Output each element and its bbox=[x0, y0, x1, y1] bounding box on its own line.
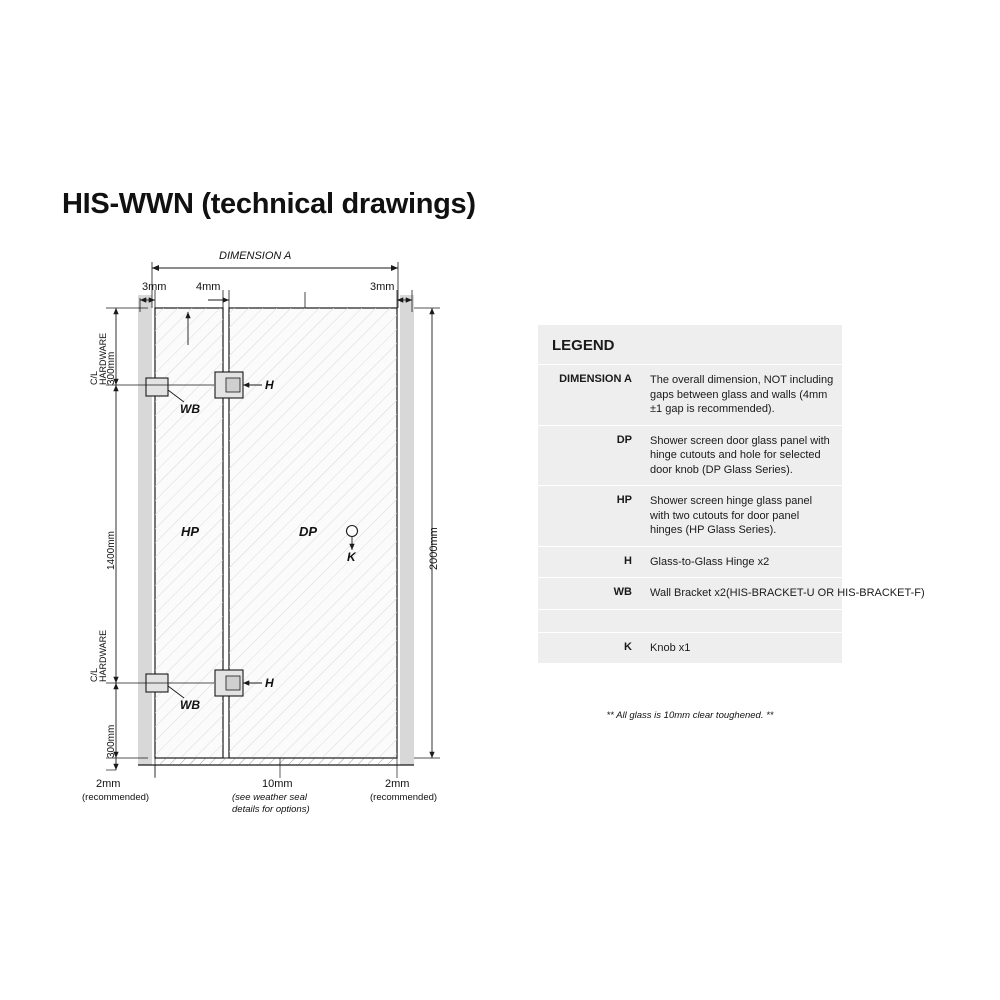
hinge-panel-label: HP bbox=[181, 524, 200, 539]
dim-300-bottom-label: 300mm bbox=[106, 724, 117, 758]
wall-bracket-top bbox=[146, 378, 168, 396]
wall-bracket-top-label: WB bbox=[180, 402, 200, 416]
legend-note: ** All glass is 10mm clear toughened. ** bbox=[606, 710, 774, 721]
cl-hardware-top-label: C/L HARDWARE bbox=[89, 332, 109, 385]
legend-key: DP bbox=[616, 433, 632, 446]
wall-left bbox=[138, 295, 152, 765]
legend-value bbox=[642, 610, 842, 632]
dim-1400-label: 1400mm bbox=[106, 531, 117, 570]
bottom-left-note: (recommended) bbox=[82, 792, 150, 803]
gap-right-label: 3mm bbox=[370, 281, 395, 293]
legend-row bbox=[538, 426, 842, 487]
legend-row bbox=[538, 486, 842, 547]
knob-hole bbox=[347, 526, 358, 537]
hinge-top-label: H bbox=[265, 378, 274, 392]
cl-hardware-bottom-label: C/L HARDWARE bbox=[89, 629, 109, 682]
legend-key: H bbox=[624, 554, 632, 567]
knob-label: K bbox=[347, 550, 356, 564]
legend-key bbox=[538, 610, 642, 632]
dimension-a-label: DIMENSION A bbox=[219, 250, 292, 262]
legend-row bbox=[538, 365, 842, 426]
door-panel-label: DP bbox=[299, 524, 318, 539]
bottom-mid-dim: 10mm bbox=[262, 778, 293, 790]
bottom-right-note: (recommended) bbox=[370, 792, 438, 803]
legend-key: K bbox=[624, 640, 632, 653]
gap-left-label: 3mm bbox=[142, 281, 167, 293]
bottom-right-dim: 2mm bbox=[385, 778, 410, 790]
legend-value: Glass-to-Glass Hinge x2 bbox=[650, 555, 770, 568]
legend-value: Knob x1 bbox=[650, 641, 691, 654]
dim-300-top-label: 300mm bbox=[106, 351, 117, 385]
bottom-mid-note: (see weather seal details for options) bbox=[232, 792, 310, 815]
wall-bracket-bottom-label: WB bbox=[180, 698, 200, 712]
legend-value: Shower screen door glass panel with hinge cutouts and hole for selected door knob (DP Glass Series). bbox=[650, 434, 830, 476]
legend-panel bbox=[538, 325, 925, 663]
dim-2000-label: 2000mm bbox=[428, 527, 440, 570]
legend-key: WB bbox=[613, 586, 632, 599]
legend-row bbox=[538, 547, 842, 579]
legend-value: Wall Bracket x2(HIS-BRACKET-U OR HIS-BRACKET-F) bbox=[650, 587, 925, 600]
hinge-bottom-label: H bbox=[265, 676, 274, 690]
legend-value: Shower screen hinge glass panel with two cutouts for door panel hinges (HP Glass Series). bbox=[650, 495, 813, 537]
legend-row bbox=[538, 633, 842, 664]
legend-key: DIMENSION A bbox=[559, 373, 632, 385]
technical-drawing bbox=[80, 250, 500, 840]
page-title: HIS-WWN (technical drawings) bbox=[62, 188, 476, 220]
gap-mid-label: 4mm bbox=[196, 281, 221, 293]
legend-key: HP bbox=[616, 494, 632, 507]
legend-row bbox=[538, 578, 925, 610]
bottom-left-dim: 2mm bbox=[96, 778, 121, 790]
wall-right bbox=[400, 295, 414, 765]
legend-row bbox=[538, 610, 842, 633]
legend-value: The overall dimension, NOT including gaps between glass and walls (4mm ±1 gap is recommended). bbox=[650, 374, 834, 416]
legend-title: LEGEND bbox=[538, 325, 842, 365]
